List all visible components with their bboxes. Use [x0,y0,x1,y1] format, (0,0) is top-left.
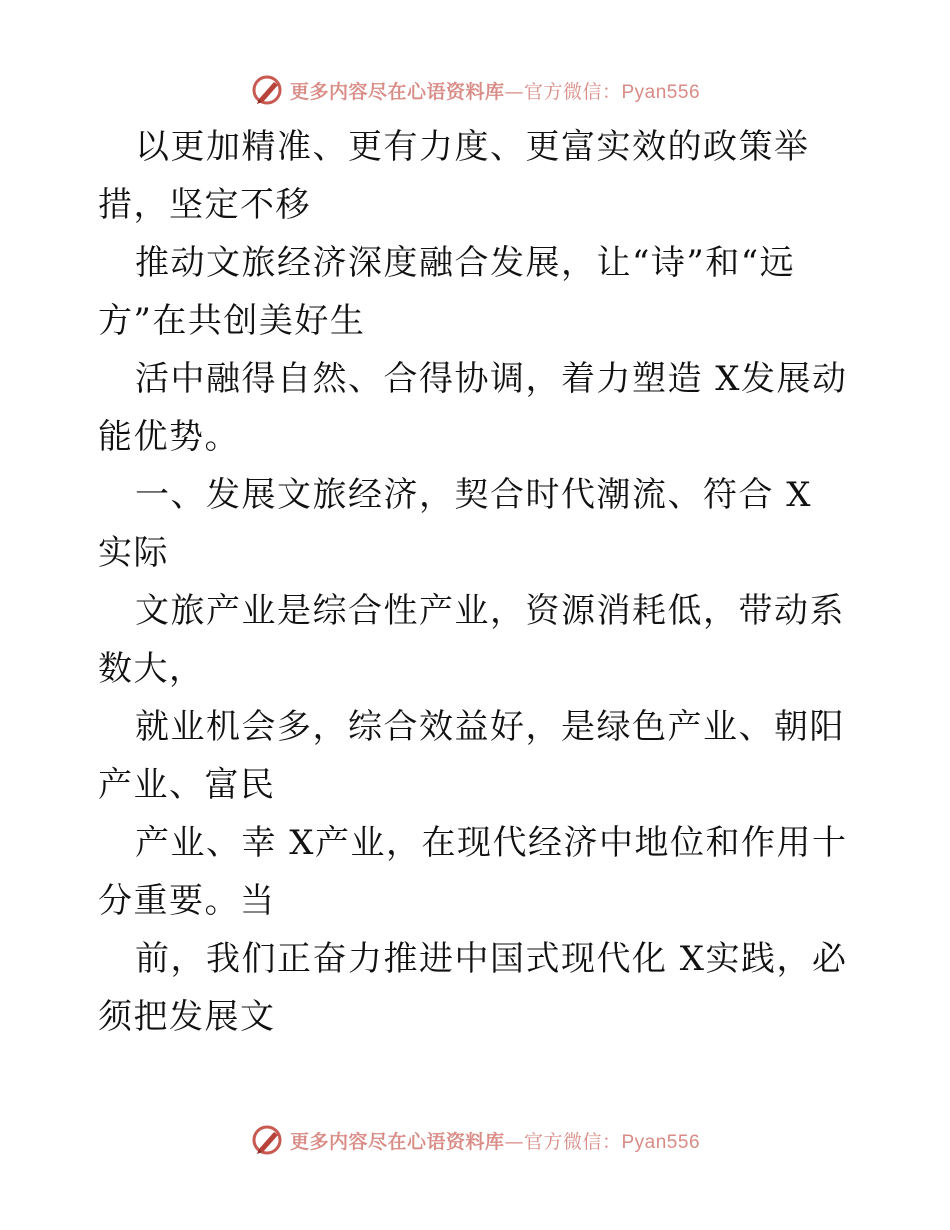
watermark-library-name: 更多内容尽在心语资料库 [289,80,505,103]
paragraph: 前，我们正奋力推进中国式现代化 X实践，必须把发展文 [98,939,848,1037]
paragraph: 产业、幸 X产业，在现代经济中地位和作用十分重要。当 [98,823,848,921]
watermark-text [290,1127,700,1154]
pen-circle-logo-icon [250,73,284,107]
watermark-wechat-id: Pyan556 [621,1131,701,1153]
paragraph: 文旅产业是综合性产业，资源消耗低，带动系数大， [98,591,845,689]
watermark-footer [0,1120,950,1160]
document-body [98,118,858,1046]
pen-circle-logo-icon [250,1123,284,1157]
watermark-library-name: 更多内容尽在心语资料库 [289,1130,505,1153]
paragraph: 活中融得自然、合得协调，着力塑造 X发展动能优势。 [98,359,848,457]
watermark-wechat-label: 官方微信： [523,80,622,103]
watermark-separator: — [504,1130,524,1153]
paragraph: 以更加精准、更有力度、更富实效的政策举措，坚定不移 [98,127,810,225]
watermark-wechat-id: Pyan556 [621,81,701,103]
watermark-wechat-label: 官方微信： [523,1130,622,1153]
watermark-header [0,70,950,110]
paragraph: 就业机会多，综合效益好，是绿色产业、朝阳产业、富民 [98,707,845,805]
watermark-text [290,77,700,104]
watermark-separator: — [504,80,524,103]
paragraph: 一、发展文旅经济，契合时代潮流、符合 X 实际 [98,475,813,573]
paragraph: 推动文旅经济深度融合发展，让“诗”和“远方”在共创美好生 [98,243,796,341]
